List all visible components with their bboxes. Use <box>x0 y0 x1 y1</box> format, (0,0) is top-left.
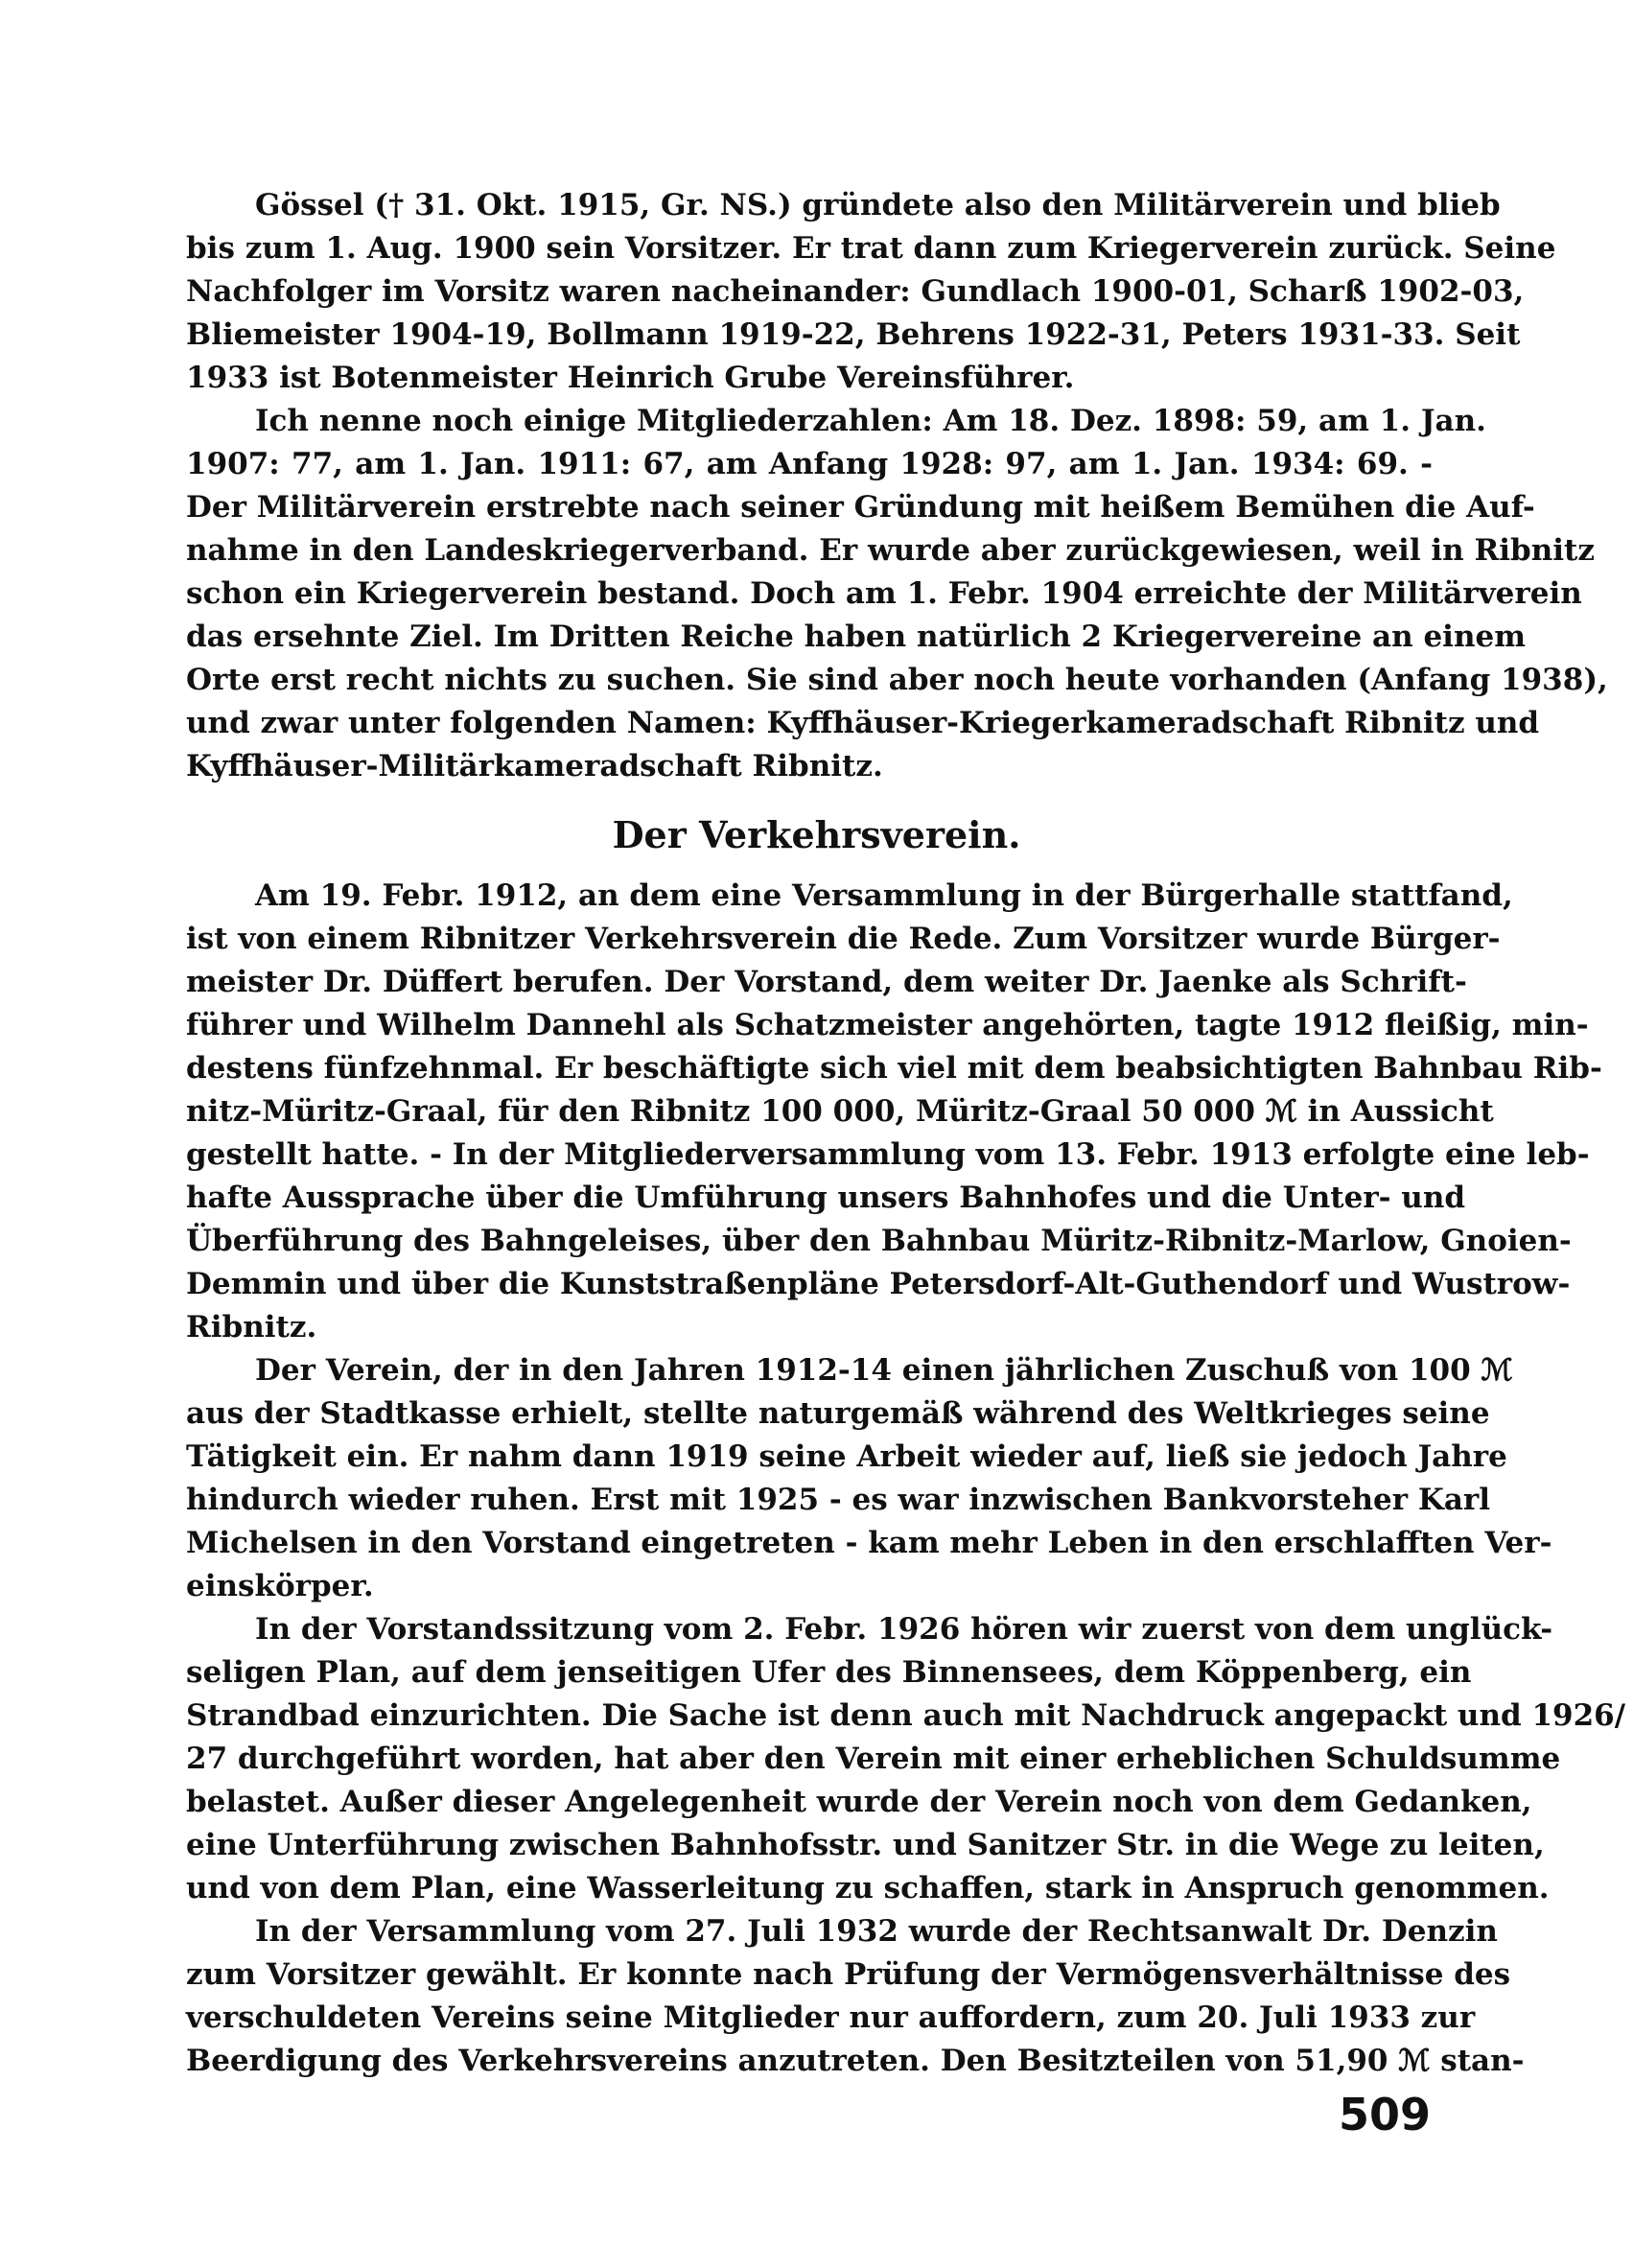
text-line: 27 durchgeführt worden, hat aber den Verein mit einer erheblichen Schuldsumme <box>186 1742 1561 1776</box>
text-line: nitz-Müritz-Graal, für den Ribnitz 100 000, Müritz-Graal 50 000 ℳ in Aussicht <box>186 1094 1494 1129</box>
section-heading: Der Verkehrsverein. <box>612 813 1021 856</box>
text-line: hafte Aussprache über die Umführung unsers Bahnhofes und die Unter- und <box>186 1181 1466 1215</box>
text-line: meister Dr. Düffert berufen. Der Vorstand, dem weiter Dr. Jaenke als Schrift- <box>186 965 1467 999</box>
text-line: einskörper. <box>186 1569 374 1603</box>
text-line: schon ein Kriegerverein bestand. Doch am 1. Febr. 1904 erreichte der Militärverein <box>186 576 1582 611</box>
text-line: Kyffhäuser-Militärkameradschaft Ribnitz. <box>186 749 883 783</box>
text-line: hindurch wieder ruhen. Erst mit 1925 - es war inzwischen Bankvorsteher Karl <box>186 1483 1491 1517</box>
text-line: Gössel († 31. Okt. 1915, Gr. NS.) gründete also den Militärverein und blieb <box>255 188 1501 222</box>
text-line: Demmin und über die Kunststraßenpläne Petersdorf-Alt-Guthendorf und Wustrow- <box>186 1267 1571 1301</box>
paragraph <box>186 1608 1626 1910</box>
text-line: das ersehnte Ziel. Im Dritten Reiche haben natürlich 2 Kriegervereine an einem <box>186 620 1527 654</box>
page-number: 509 <box>1339 2089 1432 2140</box>
text-line: Nachfolger im Vorsitz waren nacheinander: Gundlach 1900-01, Scharß 1902-03, <box>186 274 1525 309</box>
paragraph <box>186 400 1608 788</box>
text-line: Der Verein, der in den Jahren 1912-14 einen jährlichen Zuschuß von 100 ℳ <box>255 1353 1513 1388</box>
text-line: Beerdigung des Verkehrsvereins anzutreten. Den Besitzteilen von 51,90 ℳ stan- <box>186 2044 1525 2078</box>
text-line: 1907: 77, am 1. Jan. 1911: 67, am Anfang 1928: 97, am 1. Jan. 1934: 69. - <box>186 447 1433 481</box>
text-line: belastet. Außer dieser Angelegenheit wurde der Verein noch von dem Gedanken, <box>186 1785 1532 1819</box>
text-line: aus der Stadtkasse erhielt, stellte naturgemäß während des Weltkrieges seine <box>186 1396 1490 1431</box>
text-line: 1933 ist Botenmeister Heinrich Grube Vereinsführer. <box>186 361 1075 395</box>
text-line: In der Versammlung vom 27. Juli 1932 wurde der Rechtsanwalt Dr. Denzin <box>255 1914 1498 1949</box>
text-line: verschuldeten Vereins seine Mitglieder nur auffordern, zum 20. Juli 1933 zur <box>186 2000 1476 2035</box>
paragraph <box>186 875 1602 1349</box>
text-line: In der Vorstandssitzung vom 2. Febr. 1926 hören wir zuerst von dem unglück- <box>255 1612 1553 1647</box>
text-line: seligen Plan, auf dem jenseitigen Ufer des Binnensees, dem Köppenberg, ein <box>186 1655 1472 1690</box>
text-line: ist von einem Ribnitzer Verkehrsverein die Rede. Zum Vorsitzer wurde Bürger- <box>186 922 1501 956</box>
text-line: Der Militärverein erstrebte nach seiner Gründung mit heißem Bemühen die Auf- <box>186 490 1535 525</box>
text-line: führer und Wilhelm Dannehl als Schatzmeister angehörten, tagte 1912 fleißig, min- <box>186 1008 1589 1042</box>
text-line: Tätigkeit ein. Er nahm dann 1919 seine Arbeit wieder auf, ließ sie jedoch Jahre <box>186 1439 1507 1474</box>
body-text-top <box>186 184 1608 788</box>
text-line: und von dem Plan, eine Wasserleitung zu schaffen, stark in Anspruch genommen. <box>186 1871 1550 1906</box>
text-line: Michelsen in den Vorstand eingetreten - kam mehr Leben in den erschlafften Ver- <box>186 1526 1552 1560</box>
text-line: nahme in den Landeskriegerverband. Er wurde aber zurückgewiesen, weil in Ribnitz <box>186 533 1595 568</box>
text-line: Überführung des Bahngeleises, über den Bahnbau Müritz-Ribnitz-Marlow, Gnoien- <box>186 1224 1572 1258</box>
text-line: Orte erst recht nichts zu suchen. Sie sind aber noch heute vorhanden (Anfang 1938), <box>186 663 1608 697</box>
text-line: destens fünfzehnmal. Er beschäftigte sich viel mit dem beabsichtigten Bahnbau Rib- <box>186 1051 1602 1086</box>
text-line: bis zum 1. Aug. 1900 sein Vorsitzer. Er trat dann zum Kriegerverein zurück. Seine <box>186 231 1556 266</box>
body-text-bottom <box>186 875 1626 2083</box>
text-line: Strandbad einzurichten. Die Sache ist denn auch mit Nachdruck angepackt und 1926/ <box>186 1698 1626 1733</box>
text-line: Bliemeister 1904-19, Bollmann 1919-22, Behrens 1922-31, Peters 1931-33. Seit <box>186 317 1521 352</box>
text-line: und zwar unter folgenden Namen: Kyffhäuser-Kriegerkameradschaft Ribnitz und <box>186 706 1540 740</box>
paragraph <box>186 184 1556 400</box>
paragraph <box>186 1349 1552 1608</box>
paragraph <box>186 1910 1525 2083</box>
text-line: gestellt hatte. - In der Mitgliederversammlung vom 13. Febr. 1913 erfolgte eine leb- <box>186 1137 1590 1172</box>
text-line: zum Vorsitzer gewählt. Er konnte nach Prüfung der Vermögensverhältnisse des <box>186 1957 1511 1992</box>
text-line: Am 19. Febr. 1912, an dem eine Versammlung in der Bürgerhalle stattfand, <box>255 878 1513 913</box>
text-line: Ich nenne noch einige Mitgliederzahlen: Am 18. Dez. 1898: 59, am 1. Jan. <box>255 404 1486 438</box>
text-line: eine Unterführung zwischen Bahnhofsstr. und Sanitzer Str. in die Wege zu leiten, <box>186 1828 1545 1862</box>
text-line: Ribnitz. <box>186 1310 317 1344</box>
